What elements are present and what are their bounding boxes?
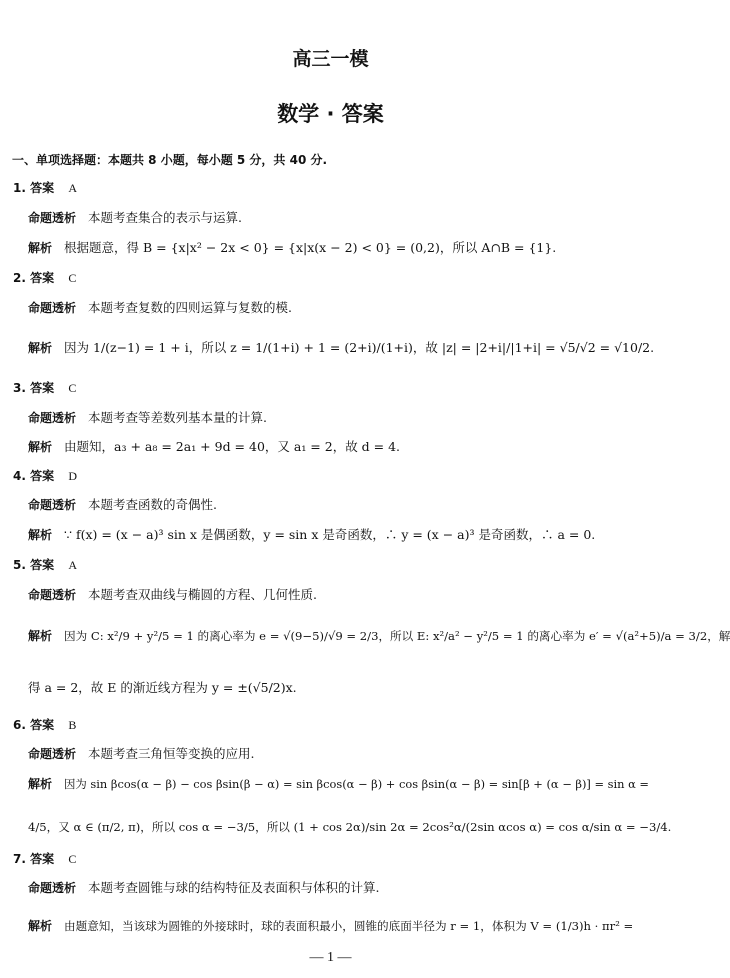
solution-text: 根据题意，得 B = {x|x² − 2x < 0} = {x|x(x − 2) < 0} = (0,2)，所以 A∩B = {1}.: [64, 240, 557, 255]
question-5-answer: [13, 557, 77, 573]
solution-label: 解析: [28, 919, 53, 933]
question-3-solution: [28, 439, 400, 455]
solution-label: 解析: [28, 629, 53, 643]
question-2-intent: [28, 300, 292, 316]
intent-label: 命题透析: [28, 747, 77, 761]
solution-label: 解析: [28, 777, 53, 791]
question-6-intent: [28, 746, 255, 762]
intent-label: 命题透析: [28, 588, 77, 602]
question-6-solution-cont: 4/5，又 α ∈ (π/2, π)，所以 cos α = −3/5，所以 (1 + cos 2α)/sin 2α = 2cos²α/(2sin αcos α) = cos α/sin α = −3/4.: [28, 820, 672, 834]
question-4-answer: [13, 468, 77, 484]
solution-label: 解析: [28, 341, 53, 355]
intent-text: 本题考查三角恒等变换的应用.: [88, 746, 255, 761]
question-5-solution: [28, 628, 730, 644]
question-4-intent: [28, 497, 217, 513]
solution-text: ∵ f(x) = (x − a)³ sin x 是偶函数，y = sin x 是奇函数，∴ y = (x − a)³ 是奇函数，∴ a = 0.: [64, 527, 596, 542]
question-number: 4.: [13, 469, 26, 483]
intent-label: 命题透析: [28, 498, 77, 512]
solution-text: 因为 C: x²/9 + y²/5 = 1 的离心率为 e = √(9−5)/√9 = 2/3，所以 E: x²/a² − y²/5 = 1 的离心率为 e′ = √(a²+5)/a = 3/2，解: [64, 629, 730, 643]
question-number: 6.: [13, 718, 26, 732]
solution-text: 由题意知，当该球为圆锥的外接球时，球的表面积最小，圆锥的底面半径为 r = 1，体积为 V = (1/3)h · πr² =: [64, 919, 634, 933]
answer-label: 答案: [30, 718, 55, 732]
intent-label: 命题透析: [28, 301, 77, 315]
question-1-solution: [28, 240, 556, 256]
question-6-solution: [28, 776, 649, 792]
answer-value: C: [68, 852, 77, 866]
intent-text: 本题考查集合的表示与运算.: [88, 210, 242, 225]
answer-label: 答案: [30, 381, 55, 395]
answer-value: C: [68, 271, 77, 285]
intent-text: 本题考查等差数列基本量的计算.: [88, 410, 267, 425]
solution-text: 因为 sin βcos(α − β) − cos βsin(β − α) = sin βcos(α − β) + cos βsin(α − β) = sin[β + (α − β)] = sin α =: [64, 777, 649, 791]
question-3-answer: [13, 380, 76, 396]
question-4-solution: [28, 527, 595, 543]
question-number: 3.: [13, 381, 26, 395]
question-7-solution: [28, 918, 633, 934]
answer-value: D: [68, 469, 77, 483]
answer-value: C: [68, 381, 77, 395]
solution-text: 由题知，a₃ + a₈ = 2a₁ + 9d = 40，又 a₁ = 2，故 d = 4.: [64, 439, 401, 454]
question-number: 5.: [13, 558, 26, 572]
answer-label: 答案: [30, 271, 55, 285]
solution-label: 解析: [28, 528, 53, 542]
question-1-answer: [13, 180, 77, 196]
intent-label: 命题透析: [28, 881, 77, 895]
question-2-answer: [13, 270, 76, 286]
solution-text: 因为 1/(z−1) = 1 + i，所以 z = 1/(1+i) + 1 = (2+i)/(1+i)，故 |z| = |2+i|/|1+i| = √5/√2 = √10/2.: [64, 340, 655, 355]
question-1-intent: [28, 210, 242, 226]
question-5-solution-cont: 得 a = 2，故 E 的渐近线方程为 y = ±(√5/2)x.: [28, 680, 297, 695]
question-2-solution: [28, 340, 654, 356]
answer-value: B: [68, 718, 77, 732]
question-number: 1.: [13, 181, 26, 195]
intent-text: 本题考查双曲线与椭圆的方程、几何性质.: [88, 587, 317, 602]
section-heading: 一、单项选择题：本题共 8 小题，每小题 5 分，共 40 分.: [12, 153, 328, 167]
question-3-intent: [28, 410, 267, 426]
intent-text: 本题考查圆锥与球的结构特征及表面积与体积的计算.: [88, 880, 380, 895]
answer-label: 答案: [30, 852, 55, 866]
question-number: 2.: [13, 271, 26, 285]
question-7-intent: [28, 880, 380, 896]
question-6-answer: [13, 717, 76, 733]
answer-label: 答案: [30, 558, 55, 572]
answer-label: 答案: [30, 181, 55, 195]
intent-text: 本题考查函数的奇偶性.: [88, 497, 217, 512]
page-subtitle: 数学 · 答案: [277, 102, 384, 126]
answer-value: A: [68, 181, 77, 195]
intent-text: 本题考查复数的四则运算与复数的模.: [88, 300, 292, 315]
question-5-intent: [28, 587, 317, 603]
question-number: 7.: [13, 852, 26, 866]
answer-value: A: [68, 558, 77, 572]
page-title: 高三一模: [292, 48, 369, 70]
intent-label: 命题透析: [28, 211, 77, 225]
page-number: — 1 —: [309, 950, 352, 965]
question-7-answer: [13, 851, 76, 867]
solution-label: 解析: [28, 241, 53, 255]
answer-label: 答案: [30, 469, 55, 483]
solution-label: 解析: [28, 440, 53, 454]
intent-label: 命题透析: [28, 411, 77, 425]
